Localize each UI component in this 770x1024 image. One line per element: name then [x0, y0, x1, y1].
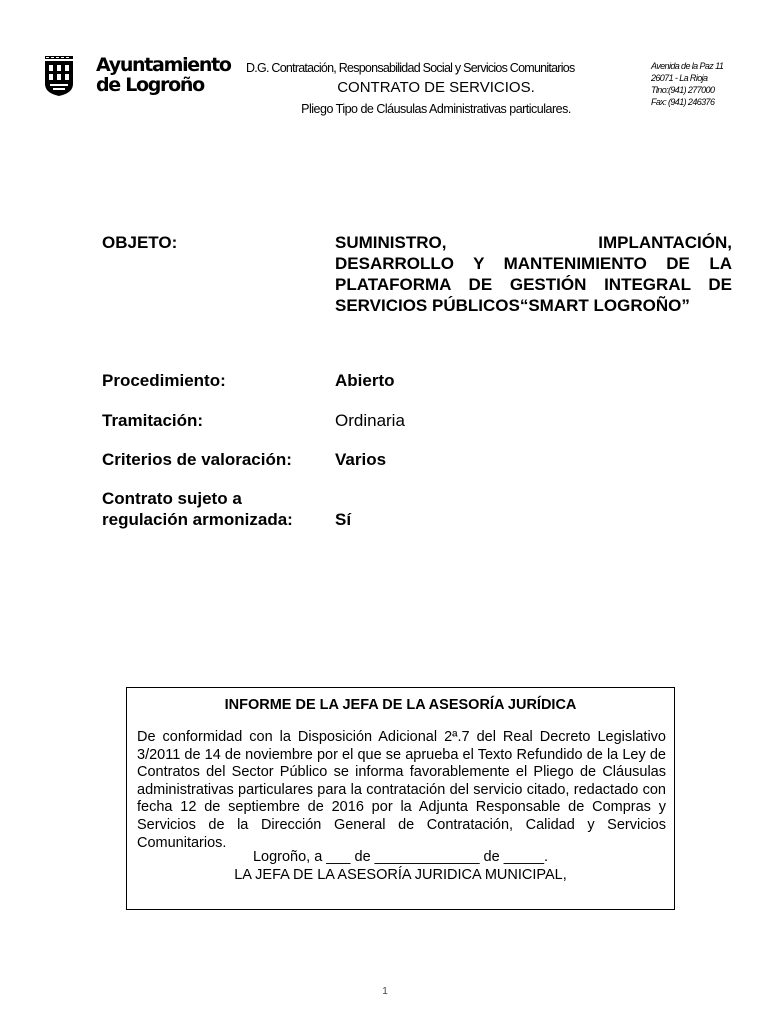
report-body: De conformidad con la Disposición Adicional 2ª.7 del Real Decreto Legislativo 3/2011 de 14 de noviembre por el que se aprueba el Texto Refundido de la Ley de Contratos del Sector Público se informa favorablemente el Pliego de Cláusulas administrativas particulares para la contratación del servicio citado, redactado con fecha 12 de septiembre de 2016 por la Adjunta Responsable de Compras y Servicios de la Dirección General de Contratación, Calidad y Servicios Comunitarios.: [137, 729, 666, 851]
regulacion-value: Sí: [335, 510, 352, 529]
contact-phone: Tlno:(941) 277000: [651, 85, 715, 95]
org-name-line2: de Logroño: [96, 74, 204, 96]
department-name: D.G. Contratación, Responsabilidad Social y Servicios Comunitarios: [246, 61, 575, 75]
org-name-line1: Ayuntamiento: [96, 54, 231, 76]
objeto-label: OBJETO:: [102, 233, 178, 252]
criterios-value: Varios: [335, 450, 387, 469]
report-title: INFORME DE LA JEFA DE LA ASESORÍA JURÍDICA: [224, 697, 577, 713]
objeto-rest: DESARROLLO Y MANTENIMIENTO DE LA PLATAFORMA DE GESTIÓN INTEGRAL DE SERVICIOS PÚBLICOS“SMART LOGROÑO”: [335, 254, 732, 315]
contact-info: [651, 60, 761, 108]
regulacion-label: [102, 488, 293, 530]
organization-name: [96, 55, 231, 95]
regulacion-label-line1: Contrato sujeto a: [102, 489, 242, 508]
criterios-label: Criterios de valoración:: [102, 450, 292, 469]
objeto-line1: SUMINISTRO, IMPLANTACIÓN,: [335, 233, 732, 252]
contact-address: Avenida de la Paz 11: [651, 61, 724, 71]
document-title: Pliego Tipo de Cláusulas Administrativas particulares.: [301, 102, 571, 116]
procedimiento-value: Abierto: [335, 371, 395, 390]
legal-report-box: [126, 687, 675, 910]
contact-fax: Fax: (941) 246376: [651, 97, 715, 107]
city-crest-logo: [44, 56, 74, 96]
contact-city: 26071 - La Rioja: [651, 73, 708, 83]
contract-type: CONTRATO DE SERVICIOS.: [337, 79, 535, 96]
objeto-value: [335, 232, 732, 316]
report-place-date: Logroño, a ___ de _____________ de _____.: [252, 849, 549, 865]
procedimiento-label: Procedimiento:: [102, 371, 226, 390]
tramitacion-value: Ordinaria: [335, 411, 405, 430]
regulacion-label-line2: regulación armonizada:: [102, 510, 293, 529]
page-number: 1: [382, 986, 388, 997]
tramitacion-label: Tramitación:: [102, 411, 204, 430]
report-signer: LA JEFA DE LA ASESORÍA JURIDICA MUNICIPAL,: [234, 867, 567, 883]
